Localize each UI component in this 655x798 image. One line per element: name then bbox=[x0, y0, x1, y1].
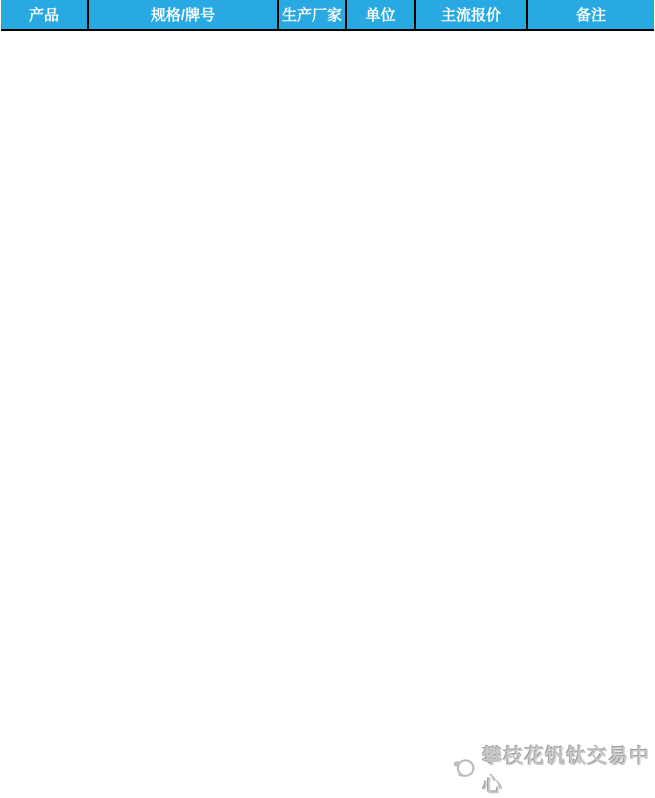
exchange-globe-logo-icon bbox=[451, 755, 477, 783]
header-product: 产品 bbox=[1, 0, 88, 30]
header-price: 主流报价 bbox=[415, 0, 527, 30]
header-row bbox=[1, 0, 654, 30]
price-table bbox=[1, 0, 654, 31]
watermark-text: 攀枝花钒钛交易中心 bbox=[482, 746, 651, 797]
watermark bbox=[451, 746, 655, 797]
header-unit: 单位 bbox=[346, 0, 415, 30]
header-factory: 生产厂家 bbox=[278, 0, 346, 30]
table-header bbox=[1, 0, 654, 30]
header-spec: 规格/牌号 bbox=[88, 0, 278, 30]
header-note: 备注 bbox=[527, 0, 654, 30]
